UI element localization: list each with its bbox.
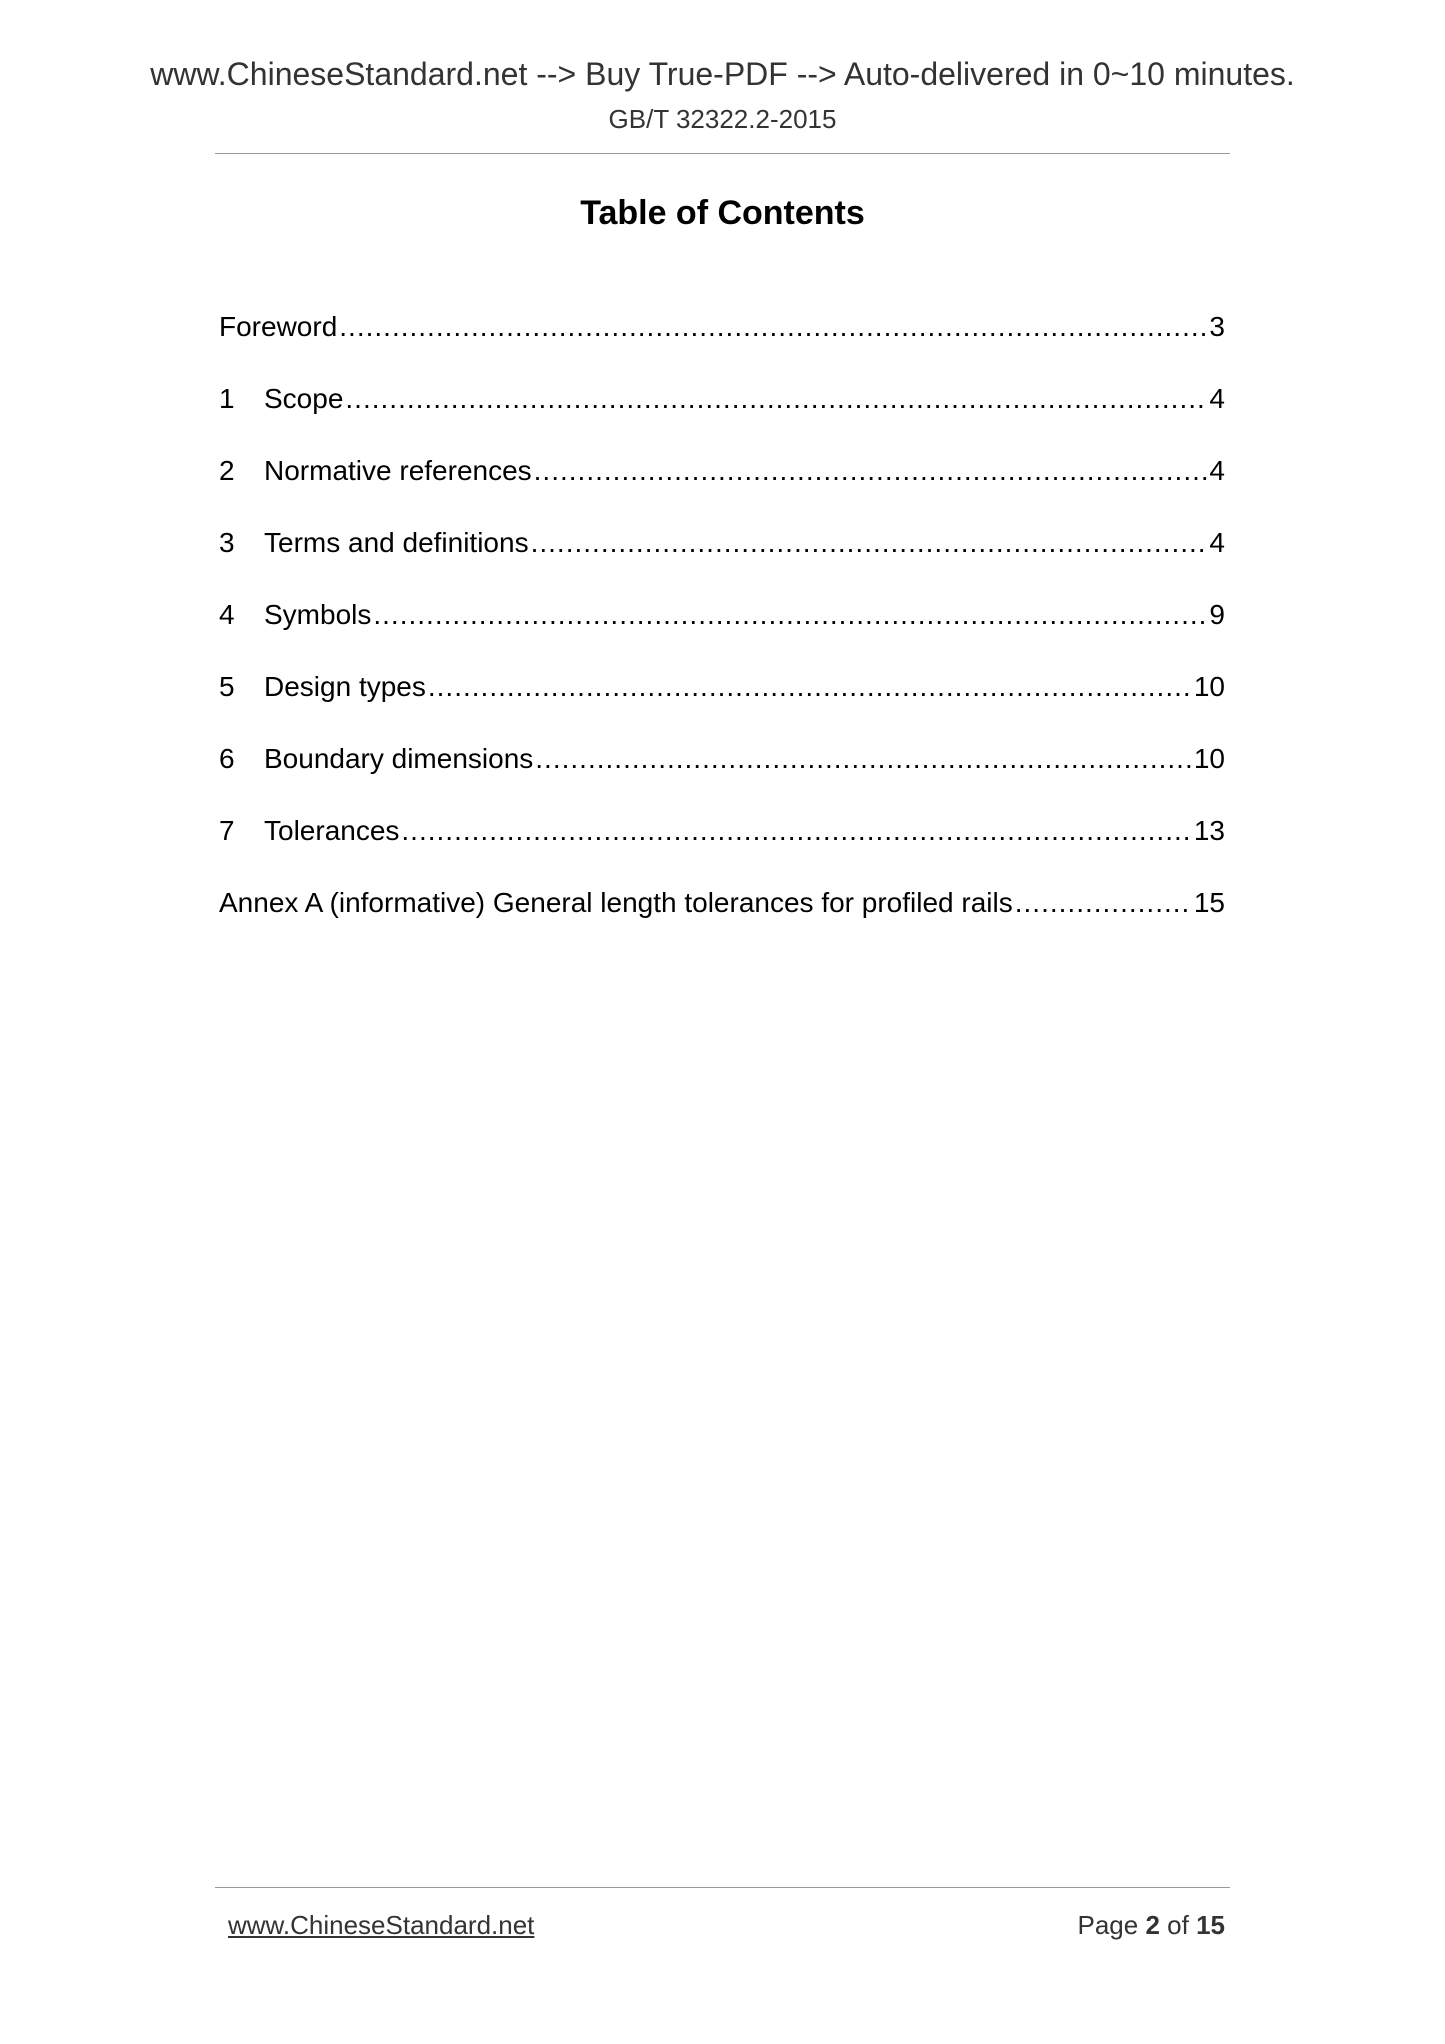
toc-leader-dots: [1015, 887, 1192, 919]
toc-entry-number: 2: [219, 455, 235, 486]
toc-entry-annex-a[interactable]: [219, 887, 1225, 959]
toc-leader-dots: [531, 527, 1208, 559]
toc-entry-number: 1: [219, 383, 235, 414]
toc-entry-page: 4: [1209, 527, 1225, 558]
page-title: Table of Contents: [580, 194, 865, 232]
total-pages-number: 15: [1196, 1910, 1225, 1940]
toc-entry-design-types[interactable]: [219, 671, 1225, 743]
toc-entry-label: Tolerances: [264, 815, 400, 846]
toc-entry-terms-and-definitions[interactable]: [219, 527, 1225, 599]
toc-entry-label: Terms and definitions: [264, 527, 529, 558]
document-code: GB/T 32322.2-2015: [608, 104, 837, 134]
toc-entry-number: 5: [219, 671, 235, 702]
toc-entry-number: 7: [219, 815, 235, 846]
toc-entry-label: Annex A (informative) General length tolerances for profiled rails: [219, 887, 1013, 918]
toc-entry-label: Boundary dimensions: [264, 743, 534, 774]
toc-leader-dots: [534, 455, 1208, 487]
toc-leader-dots: [428, 671, 1192, 703]
footer-website-link[interactable]: www.ChineseStandard.net: [228, 1910, 535, 1940]
toc-entry-page: 3: [1209, 311, 1225, 342]
toc-entry-page: 10: [1193, 743, 1225, 774]
toc-entry-page: 10: [1193, 671, 1225, 702]
current-page-number: 2: [1145, 1910, 1160, 1940]
page-indicator: [1077, 1910, 1225, 1941]
page-word: Page: [1077, 1910, 1139, 1940]
toc-leader-dots: [345, 383, 1207, 415]
toc-leader-dots: [535, 743, 1192, 775]
toc-leader-dots: [339, 311, 1207, 343]
toc-entry-number: 6: [219, 743, 235, 774]
toc-entry-page: 15: [1193, 887, 1225, 918]
toc-entry-symbols[interactable]: [219, 599, 1225, 671]
toc-entry-label: Symbols: [264, 599, 372, 630]
of-word: of: [1167, 1910, 1189, 1940]
toc-entry-number: 3: [219, 527, 235, 558]
header-divider: [215, 153, 1230, 154]
toc-entry-number: 4: [219, 599, 235, 630]
toc-entry-page: 4: [1209, 455, 1225, 486]
toc-entry-label: Design types: [264, 671, 426, 702]
header-banner: www.ChineseStandard.net --> Buy True-PDF --> Auto-delivered in 0~10 minutes.: [150, 56, 1295, 92]
toc-entry-scope[interactable]: [219, 383, 1225, 455]
toc-entry-page: 9: [1209, 599, 1225, 630]
toc-entry-tolerances[interactable]: [219, 815, 1225, 887]
toc-entry-label: Normative references: [264, 455, 532, 486]
toc-entry-label: Scope: [264, 383, 344, 414]
toc-leader-dots: [401, 815, 1191, 847]
toc-entry-page: 13: [1193, 815, 1225, 846]
footer-divider: [215, 1887, 1230, 1888]
toc-list: [219, 311, 1225, 959]
toc-entry-foreword[interactable]: [219, 311, 1225, 383]
toc-entry-label: Foreword: [219, 311, 338, 342]
toc-entry-boundary-dimensions[interactable]: [219, 743, 1225, 815]
toc-entry-page: 4: [1209, 383, 1225, 414]
toc-entry-normative-references[interactable]: [219, 455, 1225, 527]
toc-leader-dots: [373, 599, 1207, 631]
